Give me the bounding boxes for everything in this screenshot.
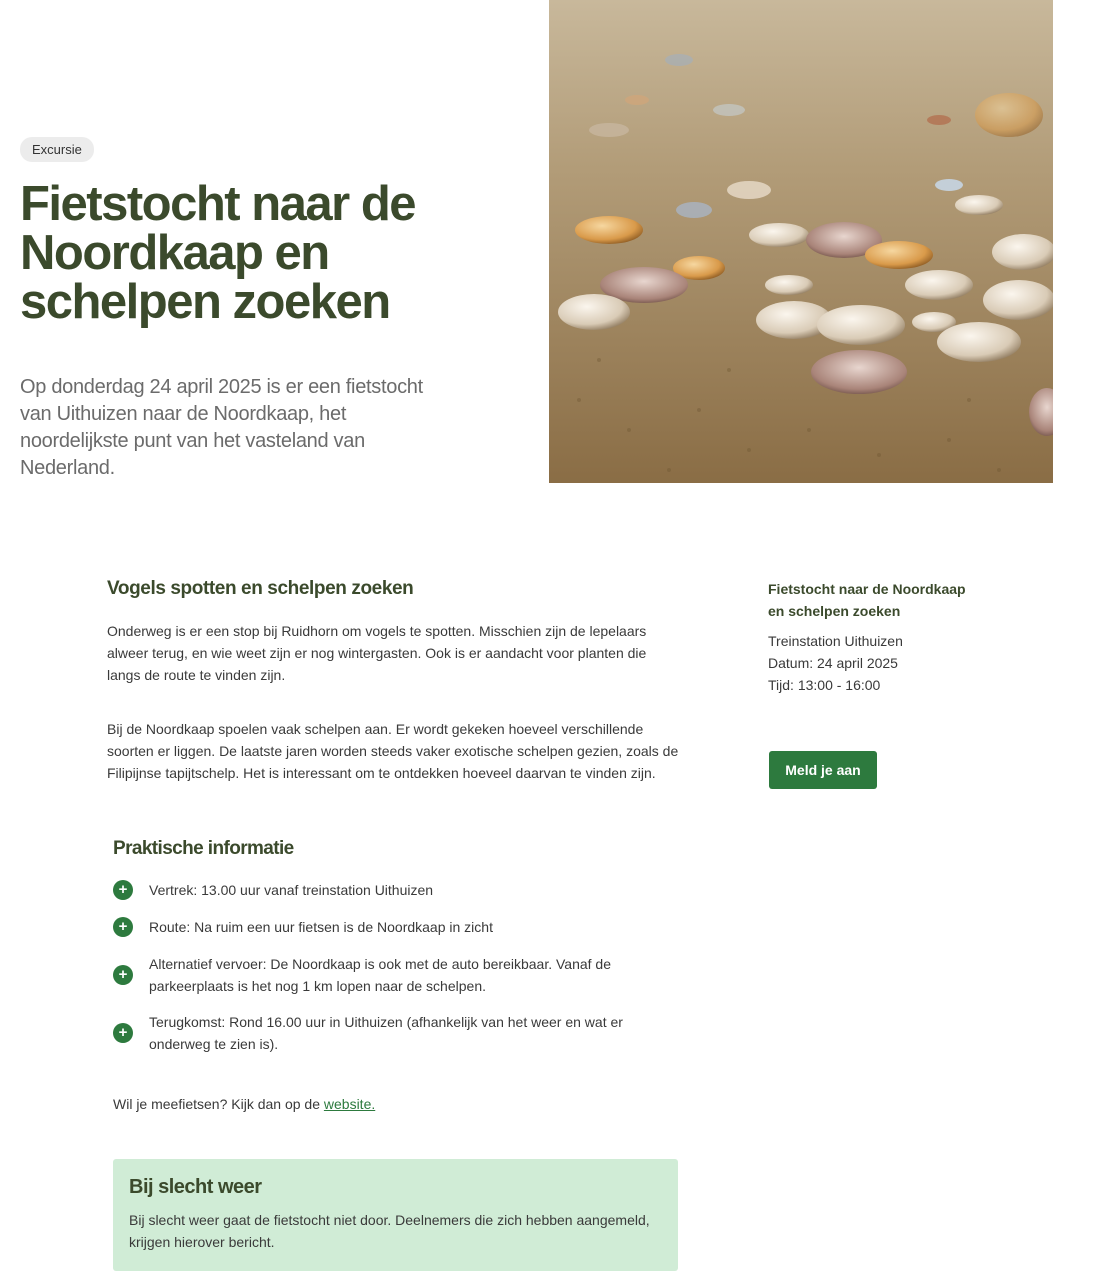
- bad-weather-title: Bij slecht weer: [129, 1176, 262, 1198]
- plus-icon: +: [113, 917, 133, 937]
- event-summary-title: Fietstocht naar de Noordkaap en schelpen zoeken: [768, 581, 966, 619]
- page-title: Fietstocht naar de Noordkaap en schelpen zoeken: [20, 177, 416, 329]
- category-badge: Excursie: [20, 137, 94, 162]
- hero-header: [20, 137, 460, 327]
- paragraph-shells: Bij de Noordkaap spoelen vaak schelpen aan. Er wordt gekeken hoeveel verschillende soorten er liggen. De laatste jaren worden steeds vaker exotische schelpen gezien, zoals de Filipijnse tapijtschelp. Het is interessant om te ontdekken hoeveel daarvan te vinden zijn.: [107, 721, 679, 781]
- list-item: [113, 953, 653, 997]
- list-item: [113, 1011, 653, 1055]
- hero-intro: Op donderdag 24 april 2025 is er een fietstocht van Uithuizen naar de Noordkaap, het noordelijkste punt van het vasteland van Nederland.: [20, 376, 423, 479]
- list-item: [113, 916, 653, 938]
- signup-prompt-text: Wil je meefietsen? Kijk dan op de: [113, 1096, 324, 1112]
- plus-icon: +: [113, 880, 133, 900]
- practical-info-title: Praktische informatie: [113, 838, 294, 859]
- plus-icon: +: [113, 965, 133, 985]
- event-location: Treinstation Uithuizen: [768, 633, 903, 649]
- list-item-text: Alternatief vervoer: De Noordkaap is ook met de auto bereikbaar. Vanaf de parkeerplaats is het nog 1 km lopen naar de schelpen.: [149, 956, 612, 994]
- hero-image: [549, 0, 1053, 483]
- event-summary: [768, 578, 968, 696]
- list-item-text: Vertrek: 13.00 uur vanaf treinstation Uithuizen: [149, 882, 434, 898]
- beach-shells-photo-icon: [549, 0, 1053, 483]
- main-content: [107, 578, 682, 784]
- signup-prompt: [113, 1096, 375, 1112]
- signup-button[interactable]: Meld je aan: [769, 751, 877, 789]
- list-item-text: Route: Na ruim een uur fietsen is de Noordkaap in zicht: [149, 919, 493, 935]
- bad-weather-notice: [113, 1159, 678, 1271]
- event-date: Datum: 24 april 2025: [768, 655, 898, 671]
- event-details: [768, 630, 968, 696]
- section-title: Vogels spotten en schelpen zoeken: [107, 578, 414, 599]
- list-item: [113, 879, 653, 901]
- bad-weather-text: Bij slecht weer gaat de fietstocht niet door. Deelnemers die zich hebben aangemeld, krijgen hierover bericht.: [129, 1212, 650, 1250]
- list-item-text: Terugkomst: Rond 16.00 uur in Uithuizen (afhankelijk van het weer en wat er onderweg te zien is).: [149, 1014, 623, 1052]
- website-link[interactable]: website.: [323, 1096, 376, 1112]
- plus-icon: +: [113, 1023, 133, 1043]
- event-time: Tijd: 13:00 - 16:00: [768, 677, 881, 693]
- paragraph-birds: Onderweg is er een stop bij Ruidhorn om vogels te spotten. Misschien zijn de lepelaars alweer terug, en wie weet zijn er nog wintergasten. Ook is er aandacht voor planten die langs de route te vinden zijn.: [107, 623, 647, 683]
